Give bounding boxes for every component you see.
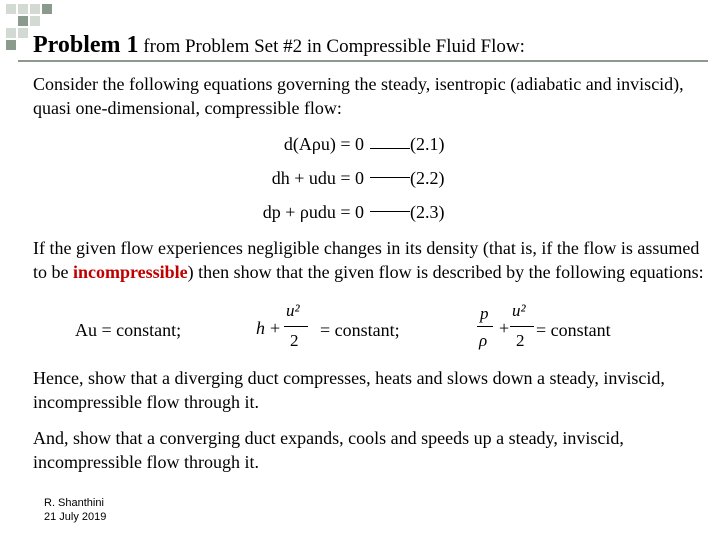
fraction-bar-1 bbox=[284, 326, 308, 327]
intro-paragraph: Consider the following equations governing the steady, isentropic (adiabatic and inviscid), quasi one-dimensional, compressible flow: bbox=[33, 74, 684, 118]
condition-paragraph bbox=[33, 236, 713, 284]
condition-text-after: ) then show that the given flow is described by the following equations: bbox=[187, 262, 704, 282]
result-u-squared-2: u² bbox=[512, 301, 526, 320]
equation-2-1-ref: (2.1) bbox=[410, 134, 445, 154]
equation-2-2-leader bbox=[370, 177, 410, 178]
equation-2-3-ref: (2.3) bbox=[410, 202, 445, 222]
equation-2-3: dp + ρudu = 0 bbox=[262, 202, 364, 222]
equation-2-2: dh + udu = 0 bbox=[271, 168, 364, 188]
author-block bbox=[44, 496, 106, 524]
title-subtitle: from Problem Set #2 in Compressible Fluid Flow: bbox=[138, 36, 525, 57]
result-bernoulli-constant: = constant bbox=[536, 320, 611, 340]
equation-2-3-leader bbox=[370, 211, 410, 212]
result-denominator-2b: 2 bbox=[516, 331, 525, 350]
author-date: 21 July 2019 bbox=[44, 511, 107, 523]
fraction-bar-3 bbox=[510, 326, 534, 327]
result-denominator-2a: 2 bbox=[290, 331, 299, 350]
result-h: h bbox=[256, 318, 265, 338]
condition-text-before: If the given flow experiences negligible changes in its density (that is, if the flow is assumed to be bbox=[33, 238, 700, 282]
equation-2-2-ref: (2.2) bbox=[410, 168, 445, 188]
slide-title bbox=[33, 32, 525, 59]
fraction-bar-2 bbox=[477, 326, 493, 327]
result-p: p bbox=[480, 304, 489, 323]
title-problem-number: Problem 1 bbox=[33, 32, 139, 58]
result-au-constant: Au = constant; bbox=[75, 320, 182, 340]
result-plus-1: + bbox=[270, 318, 281, 338]
converging-duct-paragraph: And, show that a converging duct expands, cools and speeds up a steady, inviscid, incompressible flow through it. bbox=[33, 428, 624, 472]
result-energy-constant: = constant; bbox=[320, 320, 400, 340]
result-rho: ρ bbox=[479, 331, 488, 350]
equation-2-1-leader bbox=[370, 148, 410, 149]
equation-2-1: d(Aρu) = 0 bbox=[283, 134, 364, 154]
result-u-squared-1: u² bbox=[286, 301, 300, 320]
title-divider bbox=[18, 60, 708, 62]
incompressible-highlight: incompressible bbox=[73, 262, 188, 282]
author-name: R. Shanthini bbox=[44, 497, 104, 509]
diverging-duct-paragraph: Hence, show that a diverging duct compresses, heats and slows down a steady, inviscid, incompressible flow through it. bbox=[33, 368, 665, 412]
result-plus-2: + bbox=[499, 318, 510, 338]
